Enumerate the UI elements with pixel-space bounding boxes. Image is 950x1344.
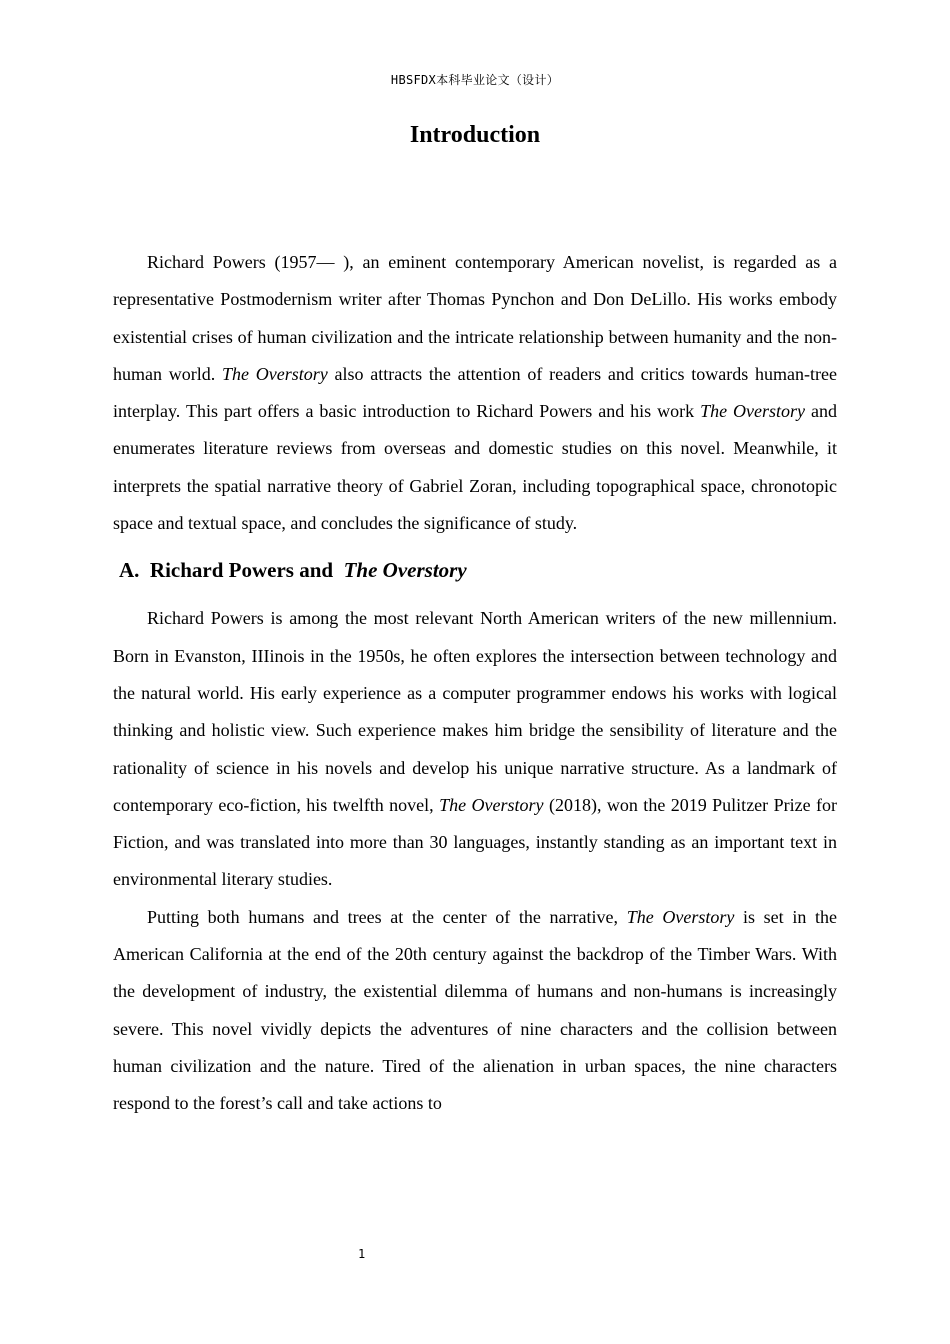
- book-title-italic: The Overstory: [700, 401, 806, 422]
- section-heading-book-title: The Overstory: [343, 558, 467, 583]
- paragraph-3-text-part-2: is set in the American California at the end of the 20th century against the backdrop of the Timber Wars. With the development of industry, the existential dilemma of humans and non-humans is increasingly severe. This novel vividly depicts the adventures of nine characters and the collision between human civilization and the nature. Tired of the alienation in urban spaces, the nine characters respond to the forest’s call and take actions to: [113, 906, 837, 1114]
- running-header: HBSFDX本科毕业论文（设计）: [390, 73, 560, 87]
- body-paragraph: [113, 600, 837, 898]
- body-text: [113, 244, 837, 1123]
- book-title-italic: The Overstory: [439, 794, 544, 815]
- page-number: 1: [358, 1247, 366, 1261]
- intro-text-part-2: also attracts the attention of readers and critics towards human-tree interplay. This part offers a basic introduction to Richard Powers and his work: [113, 363, 838, 422]
- section-heading-a: [119, 552, 837, 588]
- chapter-title: Introduction: [409, 122, 541, 148]
- intro-text-part-3: and enumerates literature reviews from overseas and domestic studies on this novel. Meanwhile, it interprets the spatial narrative theory of Gabriel Zoran, including topographical space, chronotopic space and textual space, and concludes the significance of study.: [113, 401, 838, 534]
- intro-paragraph: [113, 244, 837, 542]
- section-heading-text: Richard Powers and: [149, 558, 334, 583]
- paragraph-3-text-part-1: Putting both humans and trees at the center of the narrative,: [147, 906, 627, 927]
- paragraph-2-text-part-2: (2018), won the 2019 Pulitzer Prize for Fiction, and was translated into more than 30 languages, instantly standing as an important text in environmental literary studies.: [113, 794, 838, 890]
- book-title-italic: The Overstory: [221, 363, 328, 384]
- section-label: A.: [119, 558, 140, 583]
- paragraph-2-text-part-1: Richard Powers is among the most relevant North American writers of the new millennium. Born in Evanston, IIIinois in the 1950s, he often explores the intersection between technology and the natural world. His early experience as a computer programmer endows his works with logical thinking and holistic view. Such experience makes him bridge the sensibility of literature and the rationality of science in his novels and develop his unique narrative structure. As a landmark of contemporary eco-fiction, his twelfth novel,: [113, 608, 837, 815]
- book-title-italic: The Overstory: [626, 906, 735, 927]
- body-paragraph: [113, 899, 837, 1123]
- intro-text-part-1: Richard Powers (1957— ), an eminent contemporary American novelist, is regarded as a representative Postmodernism writer after Thomas Pynchon and Don DeLillo. His works embody existential crises of human civilization and the intricate relationship between humanity and the non-human world.: [113, 252, 837, 384]
